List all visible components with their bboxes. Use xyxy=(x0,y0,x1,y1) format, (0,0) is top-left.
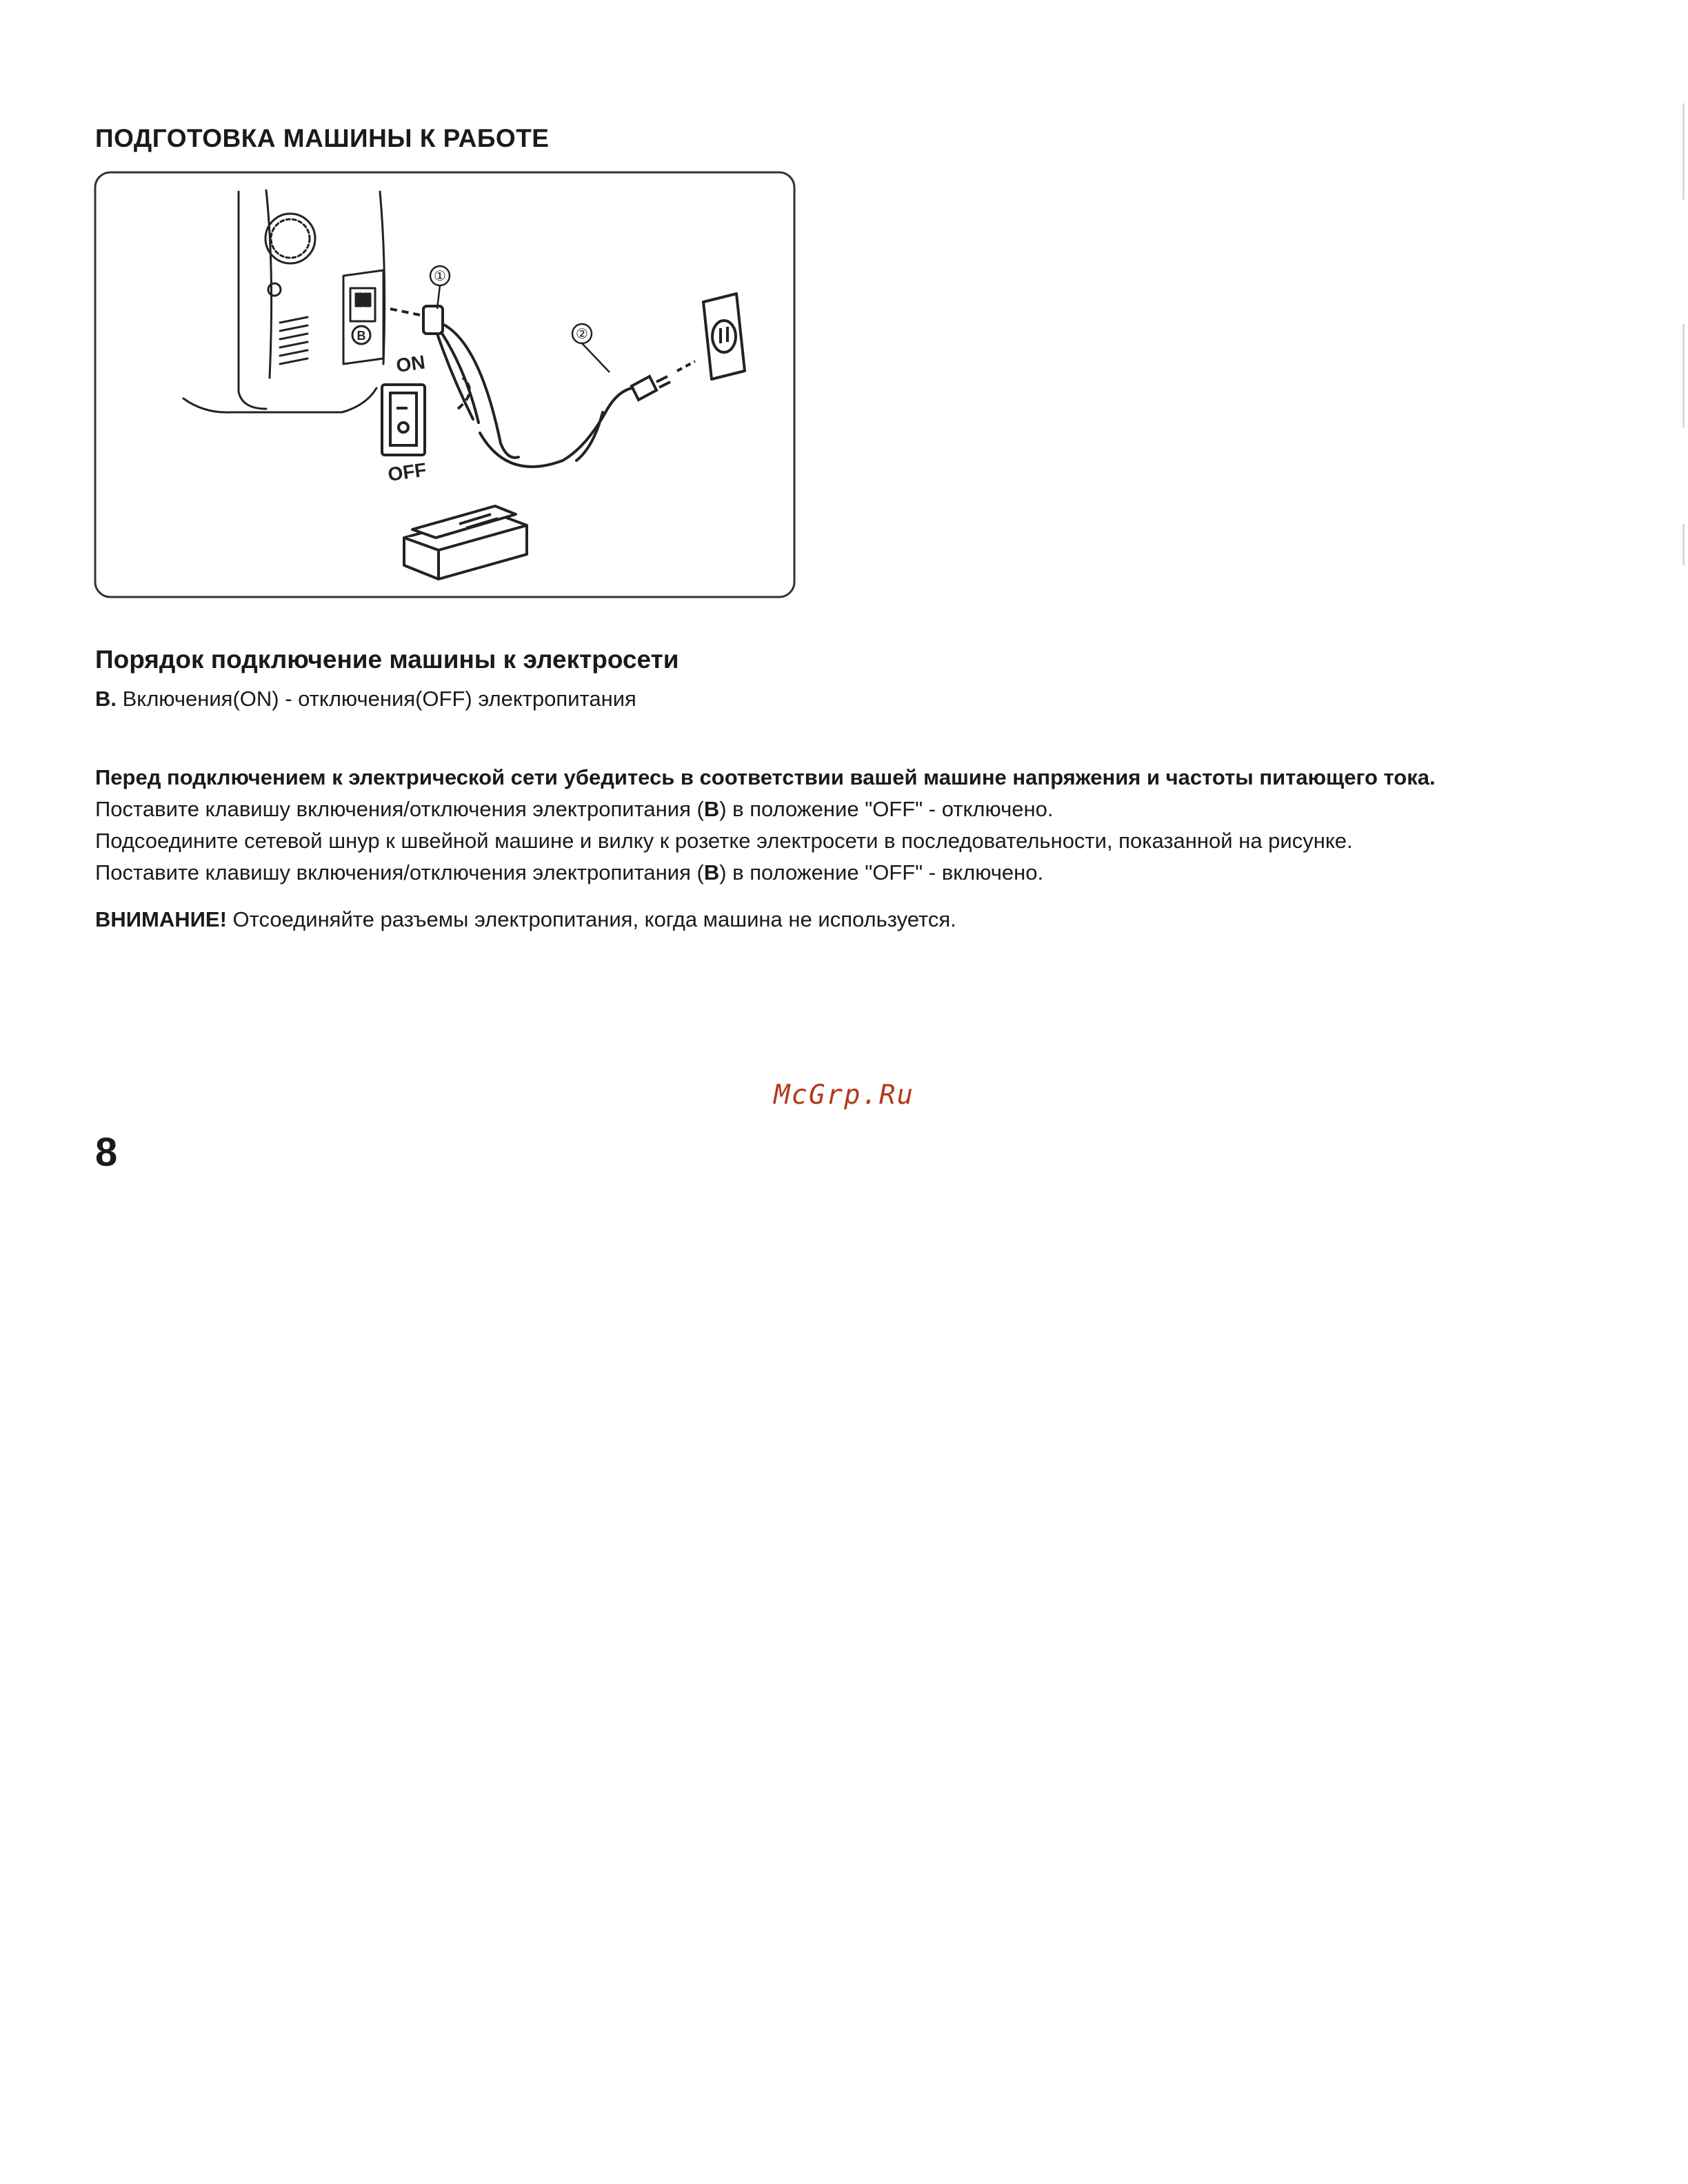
wall-outlet xyxy=(703,294,745,379)
warning-text: Отсоединяйте разъемы электропитания, когда машина не используется. xyxy=(226,907,956,931)
warning-label: ВНИМАНИЕ! xyxy=(95,907,227,931)
paragraph-switch-on xyxy=(95,860,1043,885)
b-prefix: B. xyxy=(95,687,117,711)
p4-part-b: B xyxy=(703,860,720,884)
p4-part-c: ) в положение "OFF" - включено. xyxy=(719,860,1044,884)
power-connection-illustration xyxy=(94,171,796,598)
plug xyxy=(632,376,670,400)
warning-paragraph xyxy=(95,907,956,932)
switch-label-b: B xyxy=(356,329,366,343)
off-label: OFF xyxy=(386,458,428,485)
paragraph-switch-off xyxy=(95,797,1053,822)
section-title: ПОДГОТОВКА МАШИНЫ К РАБОТЕ xyxy=(95,124,550,152)
power-switch xyxy=(382,385,425,455)
scan-edge-mark xyxy=(1682,103,1685,200)
on-label: ON xyxy=(394,351,427,376)
subsection-heading: Порядок подключение машины к электросети xyxy=(95,645,679,674)
callout-1: ① xyxy=(434,267,446,284)
callout-2: ② xyxy=(576,325,588,342)
p2-part-c: ) в положение "OFF" - отключено. xyxy=(719,797,1054,821)
sewing-machine-body xyxy=(183,190,385,412)
scan-edge-mark xyxy=(1682,324,1685,427)
scan-edge-mark xyxy=(1682,524,1685,565)
paragraph-connect-cord: Подсоедините сетевой шнур к швейной машине и вилку к розетке электросети в последовательности, показанной на рисунке. xyxy=(95,829,1353,853)
foot-pedal xyxy=(404,506,527,579)
b-text: Включения(ON) - отключения(OFF) электропитания xyxy=(117,687,636,711)
p2-part-b: B xyxy=(703,797,720,821)
watermark: McGrp.Ru xyxy=(774,1080,914,1111)
page-number: 8 xyxy=(95,1130,118,1175)
machine-cord xyxy=(423,306,632,467)
p2-part-a: Поставите клавишу включения/отключения электропитания ( xyxy=(95,797,704,821)
p4-part-a: Поставите клавишу включения/отключения электропитания ( xyxy=(95,860,704,884)
subsection-line-b xyxy=(95,687,636,711)
paragraph-voltage-check: Перед подключением к электрической сети убедитесь в соответствии вашей машине напряжения и частоты питающего тока. xyxy=(95,765,1436,789)
